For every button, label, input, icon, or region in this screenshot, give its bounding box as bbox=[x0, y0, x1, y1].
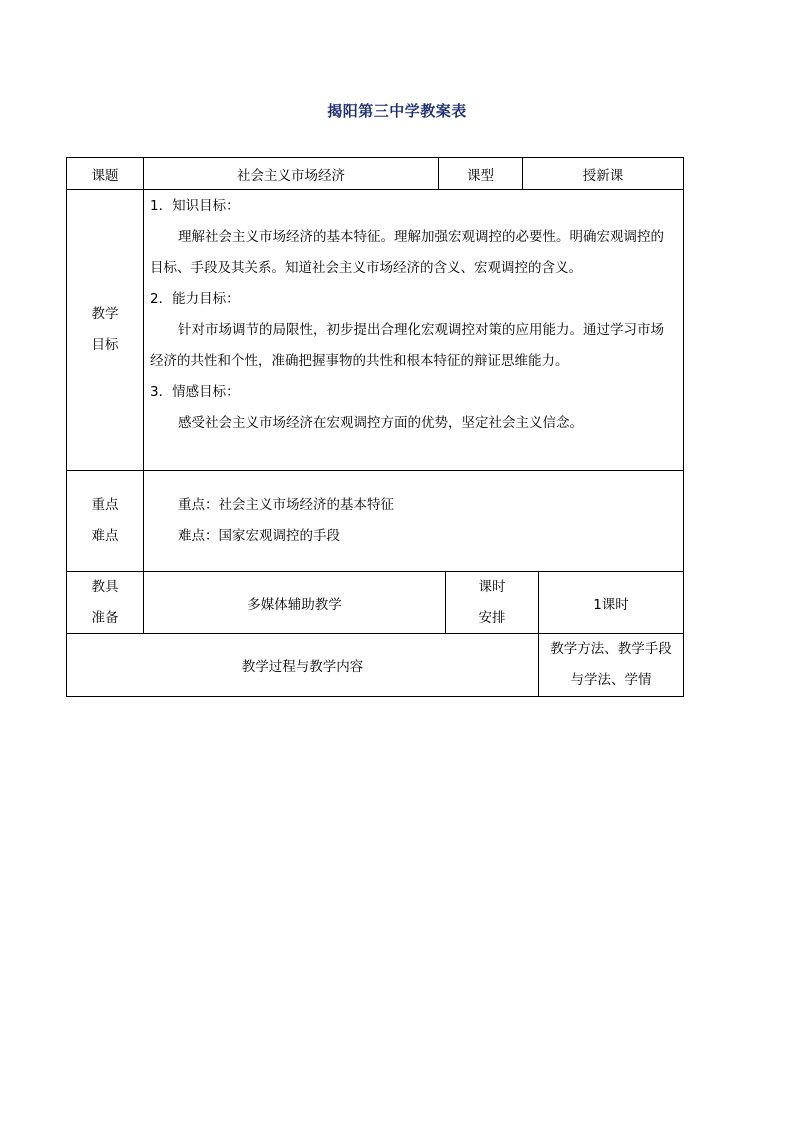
goal-text: 感受社会主义市场经济在宏观调控方面的优势，坚定社会主义信念。 bbox=[178, 415, 583, 431]
key-point-difficulty: 难点：国家宏观调控的手段 bbox=[178, 528, 340, 544]
key-points-label-line: 重点 bbox=[91, 497, 119, 513]
time-label-line: 安排 bbox=[478, 609, 506, 626]
goal-text: 经济的共性和个性，准确把握事物的共性和根本特征的辩证思维能力。 bbox=[150, 353, 569, 369]
document-title: 揭阳第三中学教案表 bbox=[327, 102, 467, 120]
tools-label-line: 准备 bbox=[91, 609, 119, 626]
goal-text: 目标、手段及其关系。知道社会主义市场经济的含义、宏观调控的含义。 bbox=[150, 260, 582, 276]
goal-heading-emotion: 3．情感目标： bbox=[150, 384, 240, 400]
topic-label: 课题 bbox=[91, 167, 119, 184]
tools-value: 多媒体辅助教学 bbox=[247, 596, 342, 613]
row-divider bbox=[66, 189, 684, 190]
methods-label-line: 教学方法、教学手段 bbox=[550, 641, 672, 657]
goal-heading-ability: 2．能力目标： bbox=[150, 291, 240, 307]
goal-heading-knowledge: 1．知识目标： bbox=[150, 198, 240, 214]
time-value: 1课时 bbox=[593, 596, 629, 613]
methods-label-line: 与学法、学情 bbox=[570, 672, 652, 688]
key-points-label-line: 难点 bbox=[91, 528, 119, 544]
goals-label bbox=[67, 190, 143, 470]
goal-text: 针对市场调节的局限性，初步提出合理化宏观调控对策的应用能力。通过学习市场 bbox=[178, 322, 664, 338]
time-label bbox=[446, 572, 538, 633]
key-point-focus: 重点：社会主义市场经济的基本特征 bbox=[178, 497, 394, 513]
topic-value: 社会主义市场经济 bbox=[237, 167, 345, 184]
time-label-line: 课时 bbox=[478, 578, 506, 595]
methods-label bbox=[539, 634, 683, 696]
table-border-bottom bbox=[66, 696, 684, 697]
row-divider bbox=[66, 470, 684, 471]
tools-label bbox=[67, 572, 143, 633]
col-divider bbox=[143, 157, 144, 634]
goals-label-line: 教学 bbox=[91, 306, 119, 322]
goals-label-line: 目标 bbox=[91, 337, 119, 353]
process-label: 教学过程与教学内容 bbox=[241, 659, 364, 675]
lesson-type-value: 授新课 bbox=[582, 167, 624, 184]
lesson-type-label: 课型 bbox=[467, 167, 494, 184]
tools-label-line: 教具 bbox=[91, 578, 119, 595]
key-points-label bbox=[67, 471, 143, 571]
goal-text: 理解社会主义市场经济的基本特征。理解加强宏观调控的必要性。明确宏观调控的 bbox=[178, 229, 664, 245]
